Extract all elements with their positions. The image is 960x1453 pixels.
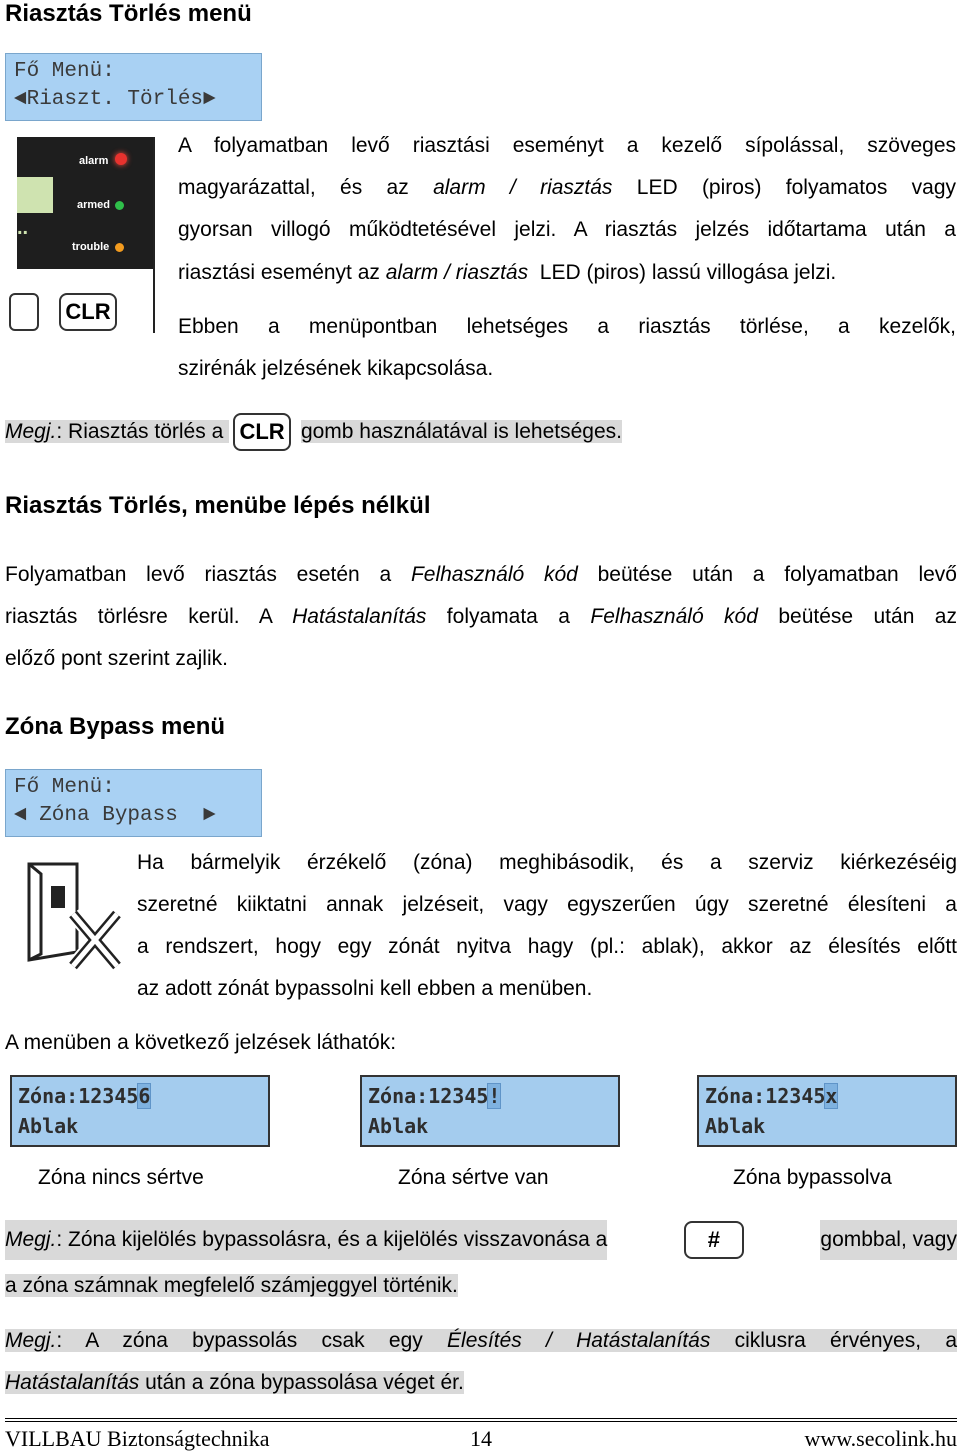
note-prefix: Megj. (5, 1228, 57, 1251)
lcd-main-menu-zone-bypass (5, 769, 262, 837)
display-line-1 (368, 1081, 612, 1111)
note-text: : A zóna bypassolás csak egy (56, 1329, 448, 1352)
note-prefix: Megj. (5, 1329, 57, 1352)
alarm-led-icon (115, 153, 127, 165)
hash-key-icon: # (684, 1221, 744, 1259)
display-line-2: Ablak (705, 1114, 766, 1138)
zone-bypass-paragraph-end: az adott zónát bypassolni kell ebben a menüben. (137, 977, 593, 1000)
keypad-display-dots: .. (17, 217, 29, 239)
alarm-led-label: alarm (79, 155, 109, 167)
text: beütése után a folyamatban levő (577, 563, 957, 586)
keypad-panel-image (17, 137, 155, 337)
zone-display-bypassed (697, 1075, 957, 1147)
zone-status-mark: ! (488, 1084, 501, 1108)
cross-inner (73, 914, 117, 966)
zone-bypass-note-2-line-1 (5, 1321, 957, 1361)
zone-numbers: Zóna:12345 (368, 1084, 489, 1108)
lcd-main-menu-alarm-clear (5, 53, 262, 121)
footer-page-number: 14 (470, 1426, 492, 1451)
keypad-led-panel (17, 137, 155, 269)
lcd-line-2: ◄ Zóna Bypass ► (14, 804, 216, 827)
text: LED (piros) lassú villogása jelzi. (528, 261, 837, 284)
clr-key-icon: CLR (59, 293, 117, 331)
keypad-display-fragment (17, 177, 53, 213)
para1-line-2 (178, 167, 956, 209)
note-text: ciklusra érvényes, a (710, 1329, 958, 1352)
zone-numbers: Zóna:12345 (705, 1084, 826, 1108)
note-text-b: gombbal, vagy (820, 1220, 957, 1260)
para1-line-4 (178, 252, 956, 294)
alarm-clear-note (5, 412, 622, 452)
text: LED (piros) folyamatos vagy (612, 176, 956, 199)
armed-led-label: armed (77, 199, 111, 211)
alarm-clear-paragraph-1 (178, 125, 956, 251)
window-sash (29, 864, 41, 960)
line-3: a rendszert, hogy egy zónát nyitva hagy (pl.: ablak), akkor az élesítés előtt (137, 935, 957, 958)
trouble-led-icon (115, 243, 124, 252)
note-text: : Riasztás törlés a (56, 420, 230, 443)
note-text: a zóna számnak megfelelő számjeggyel történik. (5, 1274, 458, 1297)
term: Felhasználó kód (410, 563, 578, 586)
line-1 (5, 554, 957, 596)
display-line-2: Ablak (18, 1114, 79, 1138)
text: Folyamatban levő riasztás esetén a (5, 563, 411, 586)
zone-bypass-note-2-line-2 (5, 1363, 464, 1403)
zone-bypass-paragraph (137, 842, 957, 968)
line-2: szeretné kiiktatni annak jelzéseit, vagy egyszerűen úgy szeretné élesíteni a (137, 893, 957, 916)
footer-rule-bottom (5, 1421, 957, 1422)
zone-display-not-violated (10, 1075, 270, 1147)
line-1: Ha bármelyik érzékelő (zóna) meghibásodik, és a szerviz kiérkezéséig (137, 851, 957, 874)
keypad-key-fragment (9, 293, 39, 331)
para1-line-3: gyorsan villogó működtetésével jelzi. A riasztás jelzés időtartama után a (178, 218, 956, 241)
zone-indicators-intro: A menüben a következő jelzések láthatók: (5, 1031, 397, 1054)
zone-bypass-note-1-line-1 (5, 1220, 957, 1260)
section-title-zone-bypass: Zóna Bypass menü (5, 713, 226, 740)
lcd-line-2: ◄Riaszt. Törlés► (14, 88, 216, 111)
display-line-1 (705, 1081, 949, 1111)
sensor-block (51, 886, 65, 908)
note-text-a (5, 1220, 607, 1260)
led-name: alarm / riasztás (433, 176, 613, 199)
line-2 (5, 596, 957, 638)
caption-bypassed: Zóna bypassolva (733, 1166, 892, 1189)
term: Hatástalanítás (5, 1371, 140, 1394)
display-line-1 (18, 1081, 262, 1111)
text: magyarázattal, és az (178, 176, 434, 199)
display-line-2: Ablak (368, 1114, 429, 1138)
lcd-line-1: Fő Menü: (14, 60, 115, 83)
footer-company: VILLBAU Biztonságtechnika (5, 1426, 270, 1451)
note-text: után a zóna bypassolása véget ér. (139, 1371, 464, 1394)
note-prefix: Megj. (5, 420, 57, 443)
zone-display-violated (360, 1075, 620, 1147)
text: riasztási eseményt az (178, 261, 386, 284)
caption-violated: Zóna sértve van (398, 1166, 549, 1189)
armed-led-icon (115, 201, 124, 210)
zone-bypass-note-1-line-2 (5, 1266, 458, 1306)
zone-status-mark: x (825, 1084, 838, 1108)
alarm-clear-direct-paragraph (5, 554, 957, 680)
term: Hatástalanítás (292, 605, 427, 628)
text: beütése után az (757, 605, 957, 628)
trouble-led-label: trouble (72, 241, 110, 253)
term: Élesítés / Hatástalanítás (447, 1329, 711, 1352)
window-bypass-icon (25, 860, 125, 970)
caption-not-violated: Zóna nincs sértve (38, 1166, 204, 1189)
clr-key-icon: CLR (233, 413, 291, 451)
zone-status-mark: 6 (138, 1084, 151, 1108)
alarm-clear-paragraph-2 (178, 306, 956, 390)
line-3: előző pont szerint zajlik. (5, 647, 228, 670)
footer-rule-top (5, 1418, 957, 1419)
window-frame (29, 864, 77, 960)
text: folyamata a (426, 605, 591, 628)
footer-url[interactable]: www.secolink.hu (804, 1426, 957, 1451)
para1-line-1: A folyamatban levő riasztási eseményt a kezelő sípolással, szöveges (178, 134, 956, 157)
note-text: gomb használatával is lehetséges. (300, 420, 622, 443)
text: riasztás törlésre kerül. A (5, 605, 293, 628)
section-title-alarm-clear-direct: Riasztás Törlés, menübe lépés nélkül (5, 492, 431, 519)
para2-line-1: Ebben a menüpontban lehetséges a riasztás törlése, a kezelők, (178, 315, 956, 338)
panel-edge (153, 137, 155, 333)
section-title-alarm-clear: Riasztás Törlés menü (5, 0, 252, 27)
lcd-line-1: Fő Menü: (14, 776, 115, 799)
zone-numbers: Zóna:12345 (18, 1084, 139, 1108)
para2-line-2: szirénák jelzésének kikapcsolása. (178, 357, 494, 380)
term: Felhasználó kód (590, 605, 758, 628)
note-text: : Zóna kijelölés bypassolásra, és a kijelölés visszavonása a (56, 1228, 608, 1251)
led-name: alarm / riasztás (385, 261, 529, 284)
